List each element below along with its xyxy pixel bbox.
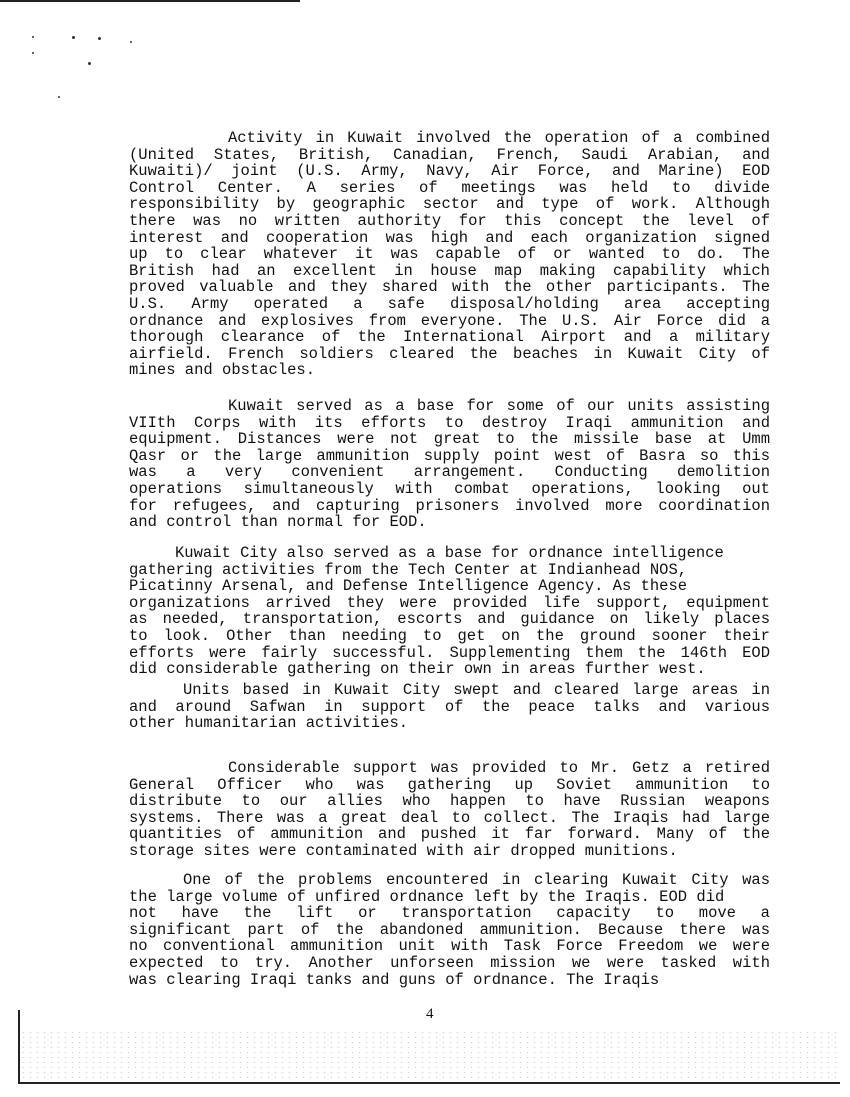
- text-line: proved valuable and they shared with the other participants. The: [129, 278, 770, 297]
- text-line: airfield. French soldiers cleared the beaches in Kuwait City of: [129, 344, 770, 363]
- text-line: storage sites were contaminated with air dropped munitions.: [129, 841, 678, 860]
- scan-speck: [58, 96, 60, 98]
- text-line: Considerable support was provided to Mr. Getz a retired: [228, 759, 770, 777]
- text-line: to look. Other than needing to get on the ground sooner their: [129, 626, 770, 645]
- text-line: was clearing Iraqi tanks and guns of ordnance. The Iraqis: [129, 970, 660, 989]
- paragraph: [129, 545, 770, 678]
- scan-top-rule: [0, 0, 300, 2]
- text-line: VIIth Corps with its efforts to destroy Iraqi ammunition and: [129, 413, 770, 432]
- scan-bottom-rule: [18, 1082, 840, 1084]
- text-line: distribute to our allies who happen to have Russian weapons: [129, 792, 770, 811]
- text-line: significant part of the abandoned ammunition. Because there was: [129, 920, 770, 939]
- text-line: ordnance and explosives from everyone. The U.S. Air Force did a: [129, 311, 770, 330]
- text-line: General Officer who was gathering up Soviet ammunition to: [129, 775, 770, 794]
- text-line: quantities of ammunition and pushed it far forward. Many of the: [129, 825, 770, 844]
- text-line: equipment. Distances were not great to the missile base at Umm: [129, 430, 770, 449]
- text-line: Picatinny Arsenal, and Defense Intelligence Agency. As these: [129, 577, 688, 596]
- paragraph: [129, 872, 770, 988]
- text-line: Activity in Kuwait involved the operation of a combined: [228, 129, 770, 147]
- text-line: not have the lift or transportation capacity to move a: [129, 904, 770, 923]
- text-line: the large volume of unfired ordnance left by the Iraqis. EOD did: [129, 887, 725, 906]
- scan-noise: [20, 1030, 840, 1080]
- text-line: other humanitarian activities.: [129, 714, 409, 733]
- text-line: organizations arrived they were provided life support, equipment: [129, 593, 770, 612]
- text-line: operations simultaneously with combat operations, looking out: [129, 479, 770, 498]
- scan-speck: [72, 36, 75, 39]
- paragraph: [129, 682, 770, 732]
- text-line: interest and cooperation was high and each organization signed: [129, 228, 770, 247]
- page-number: 4: [426, 1006, 434, 1022]
- text-line: for refugees, and capturing prisoners involved more coordination: [129, 496, 770, 515]
- paragraph: [129, 130, 770, 379]
- text-line: Qasr or the large ammunition supply point west of Basra so this: [129, 446, 770, 465]
- scan-speck: [88, 62, 91, 65]
- paragraph: [129, 760, 770, 860]
- text-line: responsibility by geographic sector and type of work. Although: [129, 195, 770, 214]
- text-line: no conventional ammunition unit with Task Force Freedom we were: [129, 937, 770, 956]
- text-line: Control Center. A series of meetings was held to divide: [129, 178, 770, 197]
- scan-speck: [130, 41, 132, 43]
- scan-speck: [32, 52, 34, 54]
- text-line: as needed, transportation, escorts and guidance on likely places: [129, 610, 770, 629]
- paragraph: [129, 398, 770, 531]
- text-line: U.S. Army operated a safe disposal/holding area accepting: [129, 294, 770, 313]
- text-line: Kuwait served as a base for some of our units assisting: [228, 397, 770, 415]
- text-line: (United States, British, Canadian, French, Saudi Arabian, and: [129, 145, 770, 164]
- text-line: did considerable gathering on their own in areas further west.: [129, 660, 706, 679]
- text-line: gathering activities from the Tech Center at Indianhead NOS,: [129, 560, 688, 579]
- text-line: there was no written authority for this concept the level of: [129, 211, 770, 230]
- text-line: Kuwait City also served as a base for ordnance intelligence: [175, 544, 724, 562]
- text-line: mines and obstacles.: [129, 361, 316, 380]
- text-line: Kuwaiti)/ joint (U.S. Army, Navy, Air Force, and Marine) EOD: [129, 162, 770, 181]
- text-line: thorough clearance of the International Airport and a military: [129, 328, 770, 347]
- text-line: One of the problems encountered in clearing Kuwait City was: [183, 871, 770, 889]
- scan-speck: [32, 36, 34, 38]
- scan-speck: [98, 37, 101, 40]
- text-line: Units based in Kuwait City swept and cleared large areas in: [183, 681, 770, 699]
- text-line: systems. There was a great deal to collect. The Iraqis had large: [129, 808, 770, 827]
- text-line: and around Safwan in support of the peace talks and various: [129, 697, 770, 716]
- text-line: up to clear whatever it was capable of or wanted to do. The: [129, 245, 770, 264]
- text-line: efforts were fairly successful. Supplementing them the 146th EOD: [129, 643, 770, 662]
- text-line: expected to try. Another unforseen mission we were tasked with: [129, 953, 770, 972]
- text-line: and control than normal for EOD.: [129, 513, 427, 532]
- text-line: British had an excellent in house map making capability which: [129, 261, 770, 280]
- text-line: was a very convenient arrangement. Conducting demolition: [129, 463, 770, 482]
